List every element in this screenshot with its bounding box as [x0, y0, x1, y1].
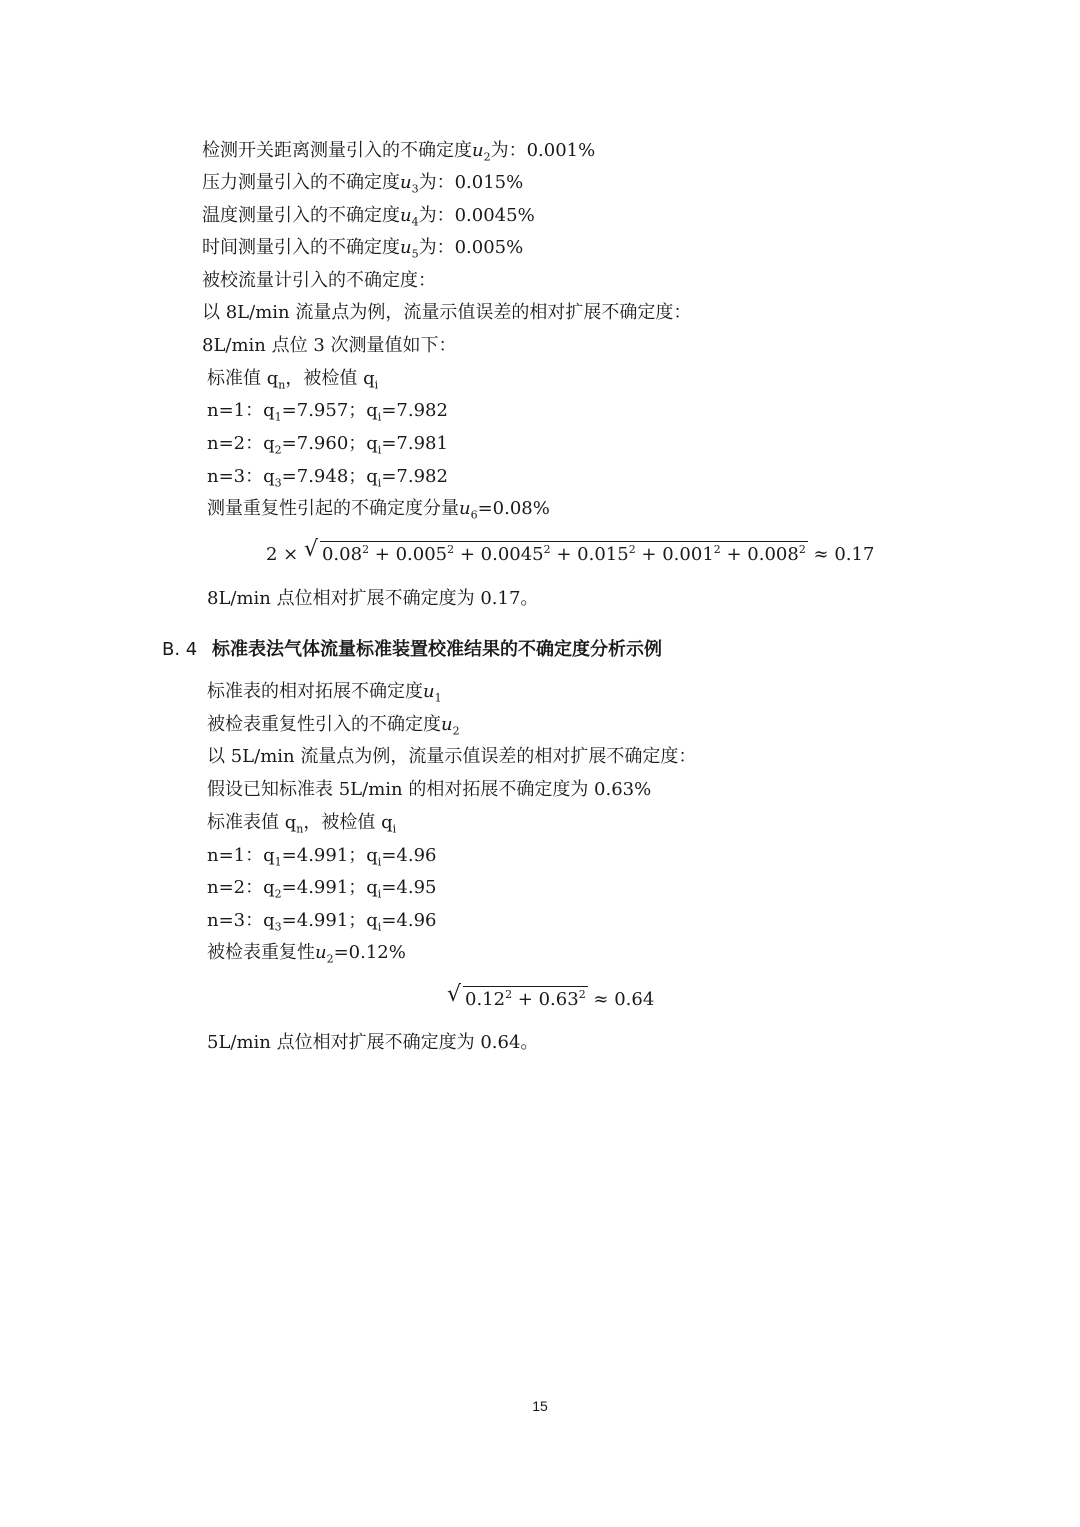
- u5-line: 时间测量引入的不确定度$u_5$为：0.005%: [202, 237, 524, 261]
- std-label-8l: 标准值 $q_n$，被检值 $q_i$: [207, 368, 379, 392]
- conclusion-8l: 8L/min 点位相对扩展不确定度为 0.17。: [207, 588, 539, 609]
- measures-intro: 8L/min 点位 3 次测量值如下：: [202, 335, 457, 356]
- repeatability-line: 被检表重复性$u_2=0.12\%$: [207, 942, 406, 966]
- std-label-5l: 标准表值 $q_n$，被检值 $q_i$: [207, 812, 397, 836]
- conclusion-5l: 5L/min 点位相对扩展不确定度为 0.64。: [207, 1032, 539, 1053]
- example-5l: 以 5L/min 流量点为例，流量示值误差的相对扩展不确定度：: [207, 746, 697, 767]
- measure-row: n=2：$q_2=4.991$；$q_i=4.95$: [207, 877, 437, 901]
- page-number: 15: [532, 1398, 548, 1414]
- u4-line: 温度测量引入的不确定度$u_4$为：0.0045%: [202, 205, 535, 229]
- formula-8l: 2 × √ $0.08^2 + 0.005^2 + 0.0045^2 + 0.015^2 + 0.001^2 + 0.008^2 \approx 0.17$: [266, 537, 875, 565]
- measure-row: n=2：$q_2=7.960$；$q_i=7.981$: [207, 433, 448, 457]
- u6-line: 测量重复性引起的不确定度分量$u_6=0.08\%$: [207, 498, 550, 522]
- assumption: 假设已知标准表 5L/min 的相对拓展不确定度为 0.63%: [207, 779, 652, 800]
- section-heading-b4: B. 4 标准表法气体流量标准装置校准结果的不确定度分析示例: [162, 639, 662, 660]
- meter-title: 被校流量计引入的不确定度：: [202, 270, 436, 291]
- example-8l: 以 8L/min 流量点为例，流量示值误差的相对扩展不确定度：: [202, 302, 692, 323]
- measure-row: n=1：$q_1=4.991$；$q_i=4.96$: [207, 845, 437, 869]
- b4-u2-line: 被检表重复性引入的不确定度$u_2$: [207, 714, 460, 738]
- sqrt-symbol: √ $0.08^2 + 0.005^2 + 0.0045^2 + 0.015^2 + 0.001^2 + 0.008^2$: [303, 537, 806, 565]
- u3-line: 压力测量引入的不确定度$u_3$为：0.015%: [202, 172, 524, 196]
- measure-row: n=3：$q_3=7.948$；$q_i=7.982$: [207, 466, 448, 490]
- sqrt-symbol: √ $0.12^2 + 0.63^2$: [447, 982, 586, 1010]
- formula-5l: √ $0.12^2 + 0.63^2 \approx 0.64$: [447, 982, 655, 1010]
- u2-line: 检测开关距离测量引入的不确定度$u_2$为：0.001%: [202, 140, 596, 164]
- measure-row: n=1：$q_1=7.957$；$q_i=7.982$: [207, 400, 448, 424]
- measure-row: n=3：$q_3=4.991$；$q_i=4.96$: [207, 910, 437, 934]
- b4-u1-line: 标准表的相对拓展不确定度$u_1$: [207, 681, 442, 705]
